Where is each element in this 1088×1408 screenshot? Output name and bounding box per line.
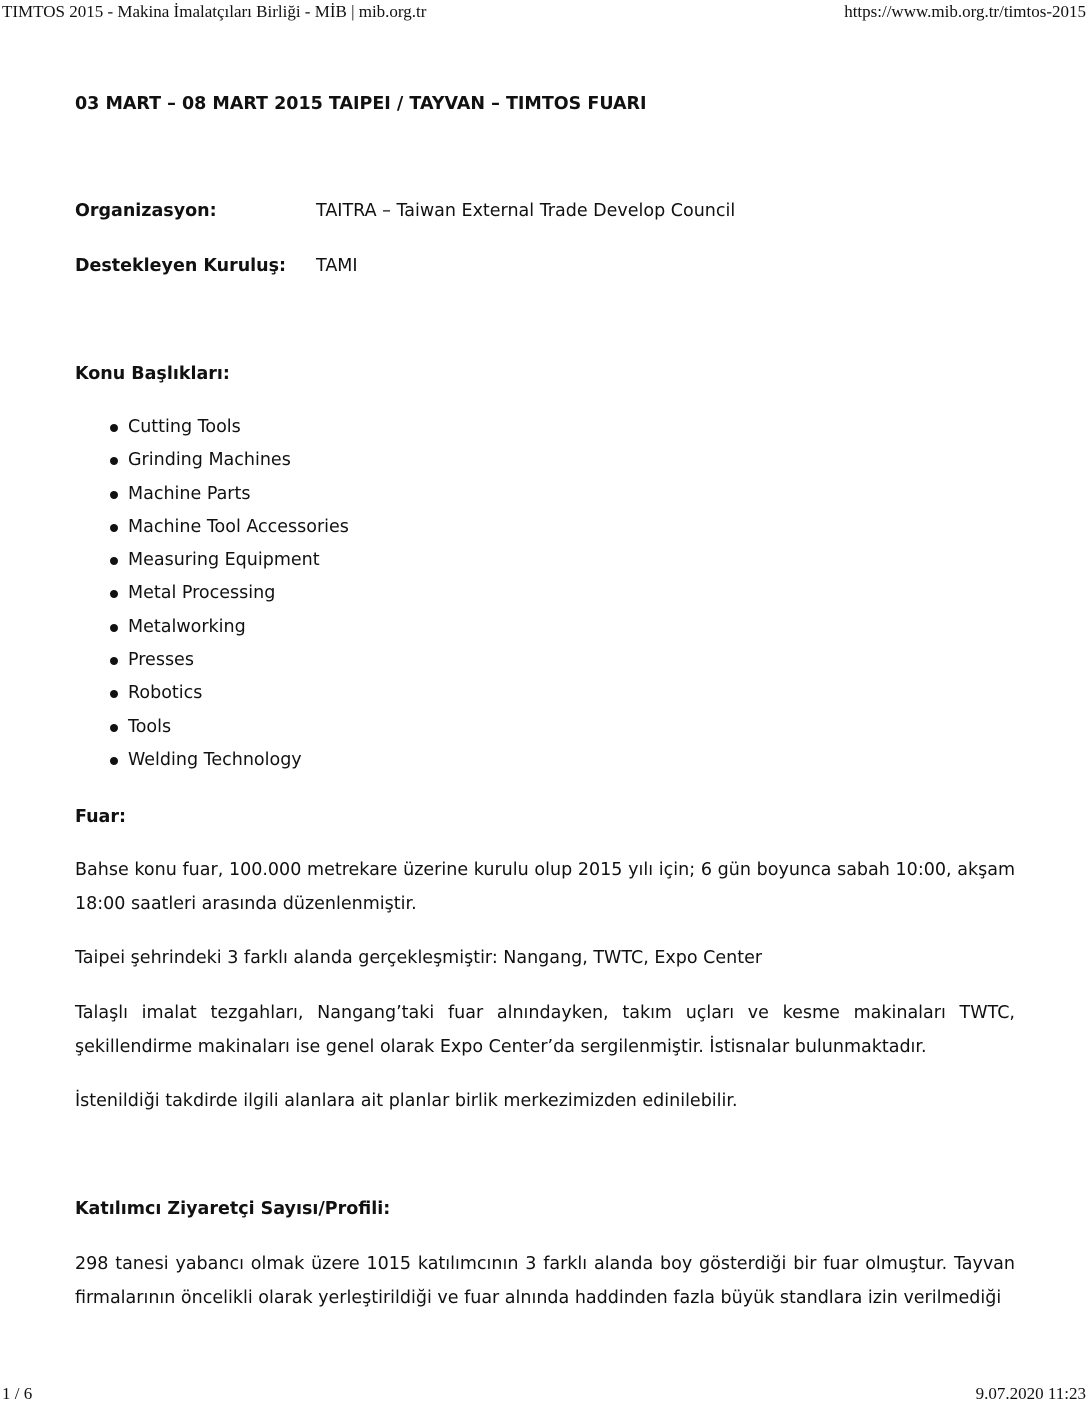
list-item bbox=[75, 744, 349, 777]
list-item bbox=[75, 611, 349, 644]
topics-list bbox=[75, 411, 349, 777]
list-item bbox=[75, 511, 349, 544]
topic-label: Metal Processing bbox=[128, 583, 276, 604]
participants-paragraph: 298 tanesi yabancı olmak üzere 1015 katılımcının 3 farklı alanda boy gösterdiği bir fuar olmuştur. Tayvan firmalarının öncelikli olarak yerleştirildiği ve fuar alnında haddinden fazla büyük standlara izin verilmediği bbox=[75, 1254, 1015, 1308]
organization-label: Organizasyon: bbox=[75, 201, 217, 221]
topic-label: Tools bbox=[128, 716, 172, 737]
bullet-icon bbox=[110, 424, 118, 432]
list-item bbox=[75, 478, 349, 511]
supporter-value: TAMI bbox=[316, 256, 358, 276]
list-item bbox=[75, 544, 349, 577]
fair-paragraph: Taipei şehrindeki 3 farklı alanda gerçekleşmiştir: Nangang, TWTC, Expo Center bbox=[75, 948, 763, 968]
topic-label: Cutting Tools bbox=[128, 417, 241, 437]
fair-paragraph: İstenildiği takdirde ilgili alanlara ait planlar birlik merkezimizden edinilebilir. bbox=[75, 1091, 738, 1111]
topic-label: Grinding Machines bbox=[128, 450, 291, 471]
bullet-icon bbox=[110, 491, 118, 499]
topic-label: Machine Parts bbox=[128, 483, 251, 504]
fair-heading: Fuar: bbox=[75, 807, 126, 827]
fair-paragraph: Bahse konu fuar, 100.000 metrekare üzerine kurulu olup 2015 yılı için; 6 gün boyunca sabah 10:00, akşam 18:00 saatleri arasında düzenlenmiştir. bbox=[75, 860, 1015, 914]
print-footer bbox=[0, 1384, 1088, 1404]
organization-value: TAITRA – Taiwan External Trade Develop Council bbox=[316, 201, 736, 221]
print-timestamp: 9.07.2020 11:23 bbox=[975, 1384, 1086, 1403]
bullet-icon bbox=[110, 624, 118, 632]
print-header-title: TIMTOS 2015 - Makina İmalatçıları Birliği - MİB | mib.org.tr bbox=[2, 2, 427, 21]
topic-label: Measuring Equipment bbox=[128, 550, 320, 571]
bullet-icon bbox=[110, 690, 118, 698]
bullet-icon bbox=[110, 657, 118, 665]
organization-row bbox=[75, 194, 735, 228]
supporter-row bbox=[75, 249, 358, 283]
bullet-icon bbox=[110, 524, 118, 532]
participants-heading: Katılımcı Ziyaretçi Sayısı/Profili: bbox=[75, 1199, 391, 1219]
topic-label: Welding Technology bbox=[128, 749, 302, 770]
bullet-icon bbox=[110, 757, 118, 765]
bullet-icon bbox=[110, 724, 118, 732]
topic-label: Machine Tool Accessories bbox=[128, 516, 349, 537]
bullet-icon bbox=[110, 557, 118, 565]
topics-heading: Konu Başlıkları: bbox=[75, 364, 230, 384]
list-item bbox=[75, 444, 349, 477]
fair-paragraph: Talaşlı imalat tezgahları, Nangang’taki fuar alnındayken, takım uçları ve kesme makinaları TWTC, şekillendirme makinaları ise genel olarak Expo Center’da sergilenmiştir. İstisnalar bulunmaktadır. bbox=[75, 1003, 1015, 1057]
topic-label: Presses bbox=[128, 650, 194, 671]
list-item bbox=[75, 577, 349, 610]
bullet-icon bbox=[110, 457, 118, 465]
print-header-url: https://www.mib.org.tr/timtos-2015 bbox=[844, 2, 1086, 21]
topic-label: Metalworking bbox=[128, 616, 246, 637]
supporter-label: Destekleyen Kuruluş: bbox=[75, 256, 287, 276]
list-item bbox=[75, 677, 349, 710]
page-number: 1 / 6 bbox=[2, 1384, 33, 1403]
bullet-icon bbox=[110, 590, 118, 598]
list-item bbox=[75, 644, 349, 677]
page-title: 03 MART – 08 MART 2015 TAIPEI / TAYVAN – TIMTOS FUARI bbox=[75, 94, 647, 114]
list-item bbox=[75, 711, 349, 744]
list-item bbox=[75, 411, 349, 444]
print-header bbox=[0, 2, 1088, 22]
topic-label: Robotics bbox=[128, 683, 203, 704]
